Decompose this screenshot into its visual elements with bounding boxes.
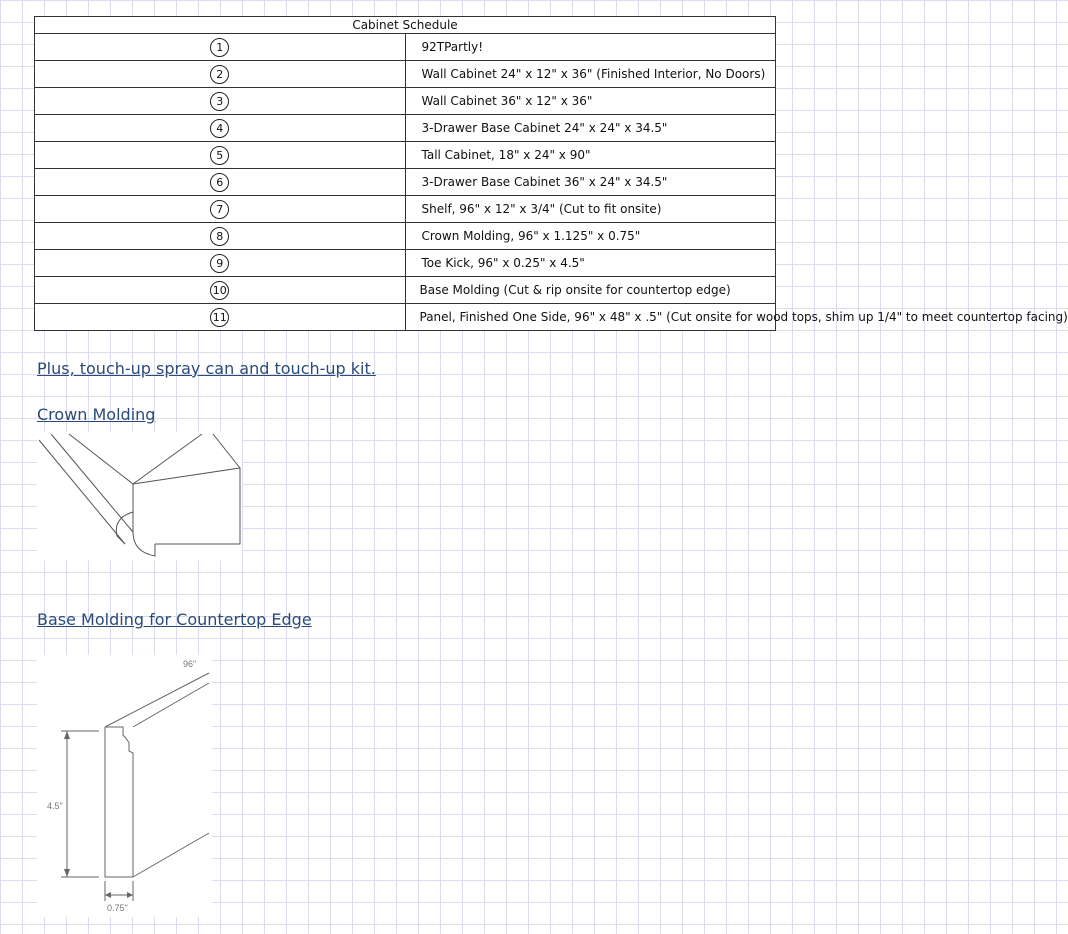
schedule-header-row bbox=[35, 17, 776, 34]
table-row bbox=[35, 250, 776, 277]
table-row bbox=[35, 223, 776, 250]
item-description: Panel, Finished One Side, 96" x 48" x .5" (Cut onsite for wood tops, shim up 1/4" to meet countertop facing) bbox=[405, 304, 776, 331]
item-number-badge: 1 bbox=[210, 38, 229, 57]
base-molding-drawing bbox=[37, 655, 212, 917]
item-description: Base Molding (Cut & rip onsite for countertop edge) bbox=[405, 277, 776, 304]
item-number-badge: 5 bbox=[210, 146, 229, 165]
touchup-note: Plus, touch-up spray can and touch-up kit. bbox=[37, 359, 376, 378]
height-dimension-label: 4.5" bbox=[47, 801, 63, 811]
table-row bbox=[35, 142, 776, 169]
item-description: 3-Drawer Base Cabinet 36" x 24" x 34.5" bbox=[405, 169, 776, 196]
table-row bbox=[35, 169, 776, 196]
length-dimension-label: 96" bbox=[183, 659, 197, 669]
table-row bbox=[35, 196, 776, 223]
item-number-badge: 2 bbox=[210, 65, 229, 84]
item-description: Crown Molding, 96" x 1.125" x 0.75" bbox=[405, 223, 776, 250]
table-row bbox=[35, 277, 776, 304]
table-row bbox=[35, 115, 776, 142]
item-number-badge: 10 bbox=[210, 281, 229, 300]
crown-molding-drawing bbox=[37, 432, 242, 560]
item-number-badge: 4 bbox=[210, 119, 229, 138]
item-description: Tall Cabinet, 18" x 24" x 90" bbox=[405, 142, 776, 169]
item-description: 3-Drawer Base Cabinet 24" x 24" x 34.5" bbox=[405, 115, 776, 142]
item-number-badge: 11 bbox=[210, 308, 229, 327]
item-description: Shelf, 96" x 12" x 3/4" (Cut to fit onsite) bbox=[405, 196, 776, 223]
item-description: Toe Kick, 96" x 0.25" x 4.5" bbox=[405, 250, 776, 277]
item-description: 92TPartly! bbox=[405, 34, 776, 61]
table-row bbox=[35, 61, 776, 88]
item-number-badge: 7 bbox=[210, 200, 229, 219]
table-row bbox=[35, 88, 776, 115]
item-description: Wall Cabinet 24" x 12" x 36" (Finished Interior, No Doors) bbox=[405, 61, 776, 88]
crown-molding-heading: Crown Molding bbox=[37, 405, 156, 424]
item-number-badge: 9 bbox=[210, 254, 229, 273]
thickness-dimension-label: 0.75" bbox=[107, 903, 128, 913]
item-number-badge: 3 bbox=[210, 92, 229, 111]
schedule-title: Cabinet Schedule bbox=[35, 17, 776, 34]
item-description: Wall Cabinet 36" x 12" x 36" bbox=[405, 88, 776, 115]
item-number-badge: 8 bbox=[210, 227, 229, 246]
table-row bbox=[35, 304, 776, 331]
base-molding-heading: Base Molding for Countertop Edge bbox=[37, 610, 312, 629]
table-row bbox=[35, 34, 776, 61]
item-number-badge: 6 bbox=[210, 173, 229, 192]
cabinet-schedule-table bbox=[34, 16, 1068, 331]
